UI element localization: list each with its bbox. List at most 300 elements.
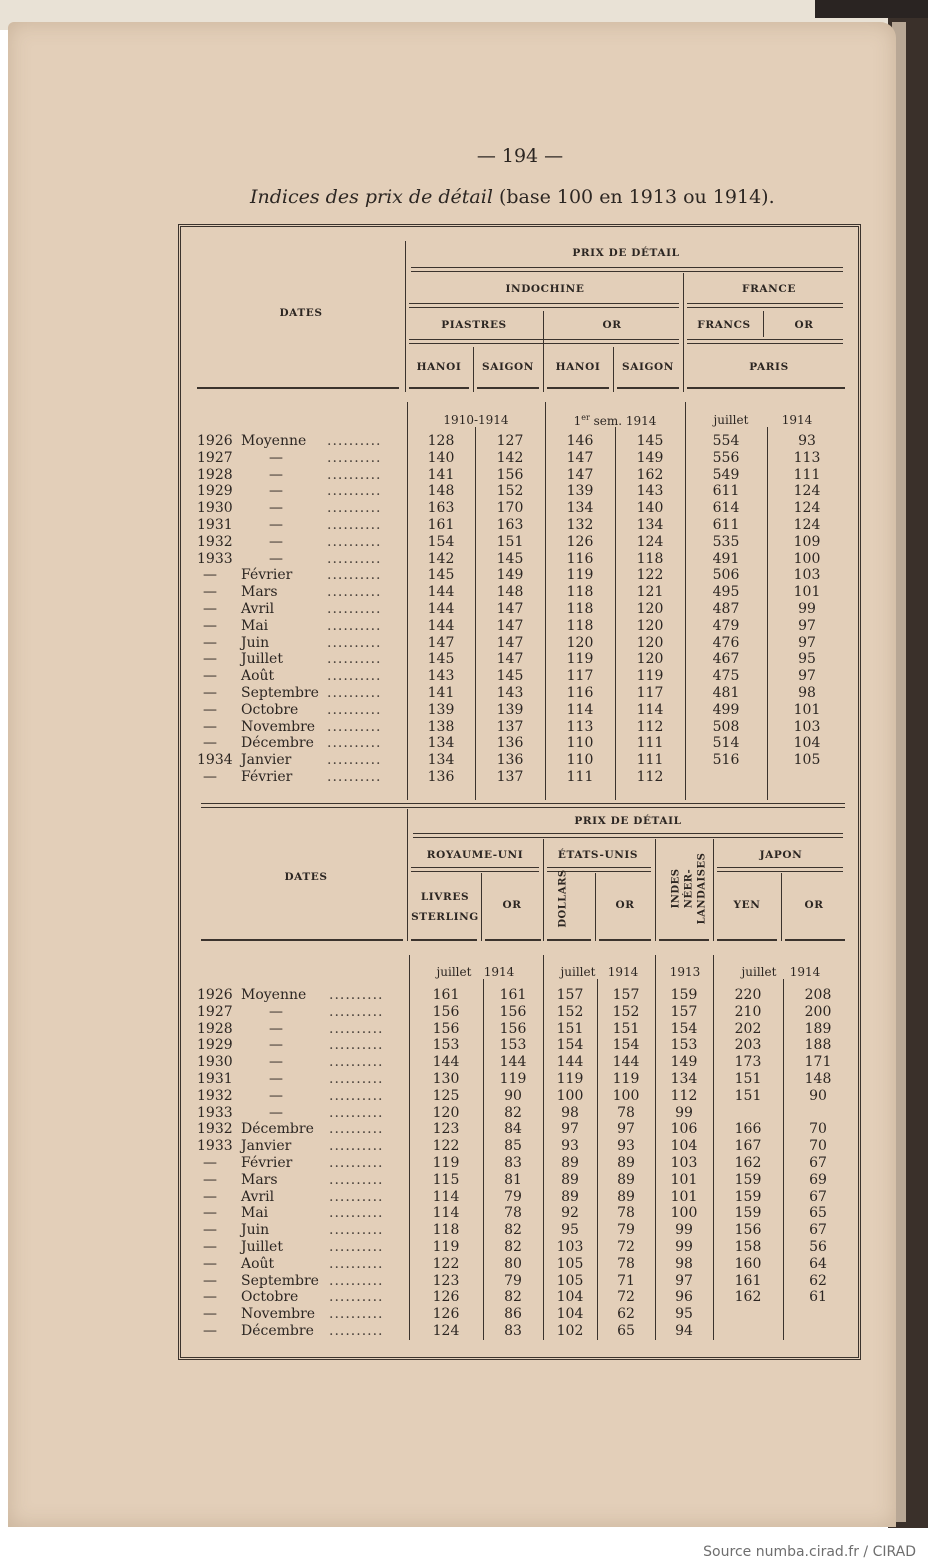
row-value: 72 (617, 1289, 635, 1306)
row-value: 202 (734, 1020, 762, 1037)
row-value: 71 (617, 1272, 635, 1289)
row-value: 506 (712, 567, 740, 584)
row-value: 147 (566, 449, 594, 466)
t1-or-b: OR (794, 319, 814, 331)
row-value: 67 (809, 1188, 827, 1205)
row-value: 549 (712, 466, 740, 483)
row-year: 1930 (197, 1054, 233, 1071)
t2-yen: YEN (733, 899, 761, 911)
t2-vline (713, 839, 714, 941)
row-year: — (203, 651, 217, 668)
row-value: 61 (809, 1289, 827, 1306)
row-value: 103 (793, 567, 821, 584)
row-value: 476 (712, 634, 740, 651)
row-value: 156 (432, 1003, 460, 1020)
row-value: 103 (670, 1155, 698, 1171)
row-value: 148 (496, 584, 524, 601)
t1-rule (409, 339, 679, 344)
t1-group-header: PRIX DE DÉTAIL (572, 247, 680, 259)
table-row (181, 551, 858, 568)
row-value: 127 (496, 433, 524, 449)
row-value: 139 (427, 701, 455, 718)
row-value: 145 (636, 433, 664, 449)
row-label: Février (241, 1155, 293, 1171)
leader-dots: .......... (327, 752, 382, 769)
row-value: 137 (496, 718, 524, 735)
t1-base-piastres: 1910-1914 (443, 413, 509, 427)
t1-vline (473, 347, 474, 392)
t2-rule (411, 939, 477, 941)
row-value: 144 (612, 1054, 640, 1071)
leader-dots: .......... (329, 1222, 384, 1239)
t1-paris: PARIS (749, 361, 789, 373)
row-value: 161 (734, 1272, 762, 1289)
table-row (181, 1105, 858, 1122)
t2-royaume-uni: ROYAUME-UNI (426, 849, 524, 861)
row-value: 220 (734, 987, 762, 1003)
table-row (181, 1172, 858, 1189)
row-value: 167 (734, 1138, 762, 1155)
row-year: — (203, 567, 217, 584)
row-value: 200 (804, 1003, 832, 1020)
row-value: 162 (636, 466, 664, 483)
t2-rule (201, 939, 403, 941)
row-value: 163 (427, 500, 455, 517)
t1-vline (613, 347, 614, 392)
table-row (181, 601, 858, 618)
row-year: 1932 (197, 1087, 233, 1104)
t2-rule (411, 867, 539, 872)
t1-rule (687, 339, 843, 344)
t2-indes-3: LANDAISES (696, 852, 708, 925)
row-value: 56 (809, 1239, 827, 1255)
t2-vline (481, 873, 482, 941)
row-value: 95 (798, 651, 816, 668)
t1-base-france-a: juillet (713, 413, 749, 427)
table-row (181, 752, 858, 769)
leader-dots: .......... (327, 466, 382, 483)
row-value: 139 (496, 701, 524, 718)
table-row (181, 769, 858, 786)
row-value: 105 (556, 1272, 584, 1289)
row-year: 1928 (197, 1020, 233, 1037)
row-value: 137 (496, 769, 524, 785)
t2-or-3: OR (804, 899, 824, 911)
table-row (181, 1004, 858, 1021)
row-value: 62 (809, 1272, 827, 1289)
row-year: 1934 (197, 752, 233, 769)
row-value: 147 (496, 601, 524, 617)
leader-dots: .......... (327, 668, 382, 685)
row-year: 1933 (197, 1138, 233, 1155)
row-value: 95 (675, 1306, 693, 1323)
row-year: — (203, 1272, 217, 1289)
row-value: 145 (427, 651, 455, 668)
row-value: 112 (670, 1087, 698, 1104)
t1-indochine: INDOCHINE (505, 283, 585, 295)
leader-dots: .......... (329, 1289, 384, 1306)
row-value: 86 (504, 1306, 522, 1323)
row-value: 144 (499, 1054, 527, 1071)
leader-dots: .......... (329, 1171, 384, 1188)
row-label: Moyenne (241, 433, 307, 449)
row-value: 157 (670, 1003, 698, 1020)
row-year: 1929 (197, 483, 233, 500)
leader-dots: .......... (329, 1071, 384, 1087)
t2-rule (717, 867, 843, 872)
row-value: 84 (504, 1121, 522, 1138)
row-year: — (203, 601, 217, 617)
row-value: 93 (617, 1138, 635, 1155)
table-row (181, 668, 858, 685)
row-value: 106 (670, 1121, 698, 1138)
row-value: 163 (496, 517, 524, 533)
row-value: 148 (427, 483, 455, 500)
t2-rule (785, 939, 845, 941)
row-year: 1931 (197, 517, 233, 533)
t1-france: FRANCE (742, 283, 796, 295)
row-value: 146 (566, 433, 594, 449)
row-value: 147 (496, 651, 524, 668)
row-value: 124 (432, 1323, 460, 1339)
row-label: — (269, 1054, 283, 1071)
row-year: — (203, 1171, 217, 1188)
table-row (181, 1273, 858, 1290)
t2-rule (547, 939, 591, 941)
t1-hanoi-2: HANOI (555, 361, 601, 373)
row-value: 105 (793, 752, 821, 769)
t1-or-a: OR (602, 319, 622, 331)
table-row (181, 651, 858, 668)
row-year: — (203, 735, 217, 752)
row-value: 92 (561, 1205, 579, 1222)
row-value: 90 (809, 1087, 827, 1104)
row-value: 126 (432, 1306, 460, 1323)
row-value: 78 (617, 1255, 635, 1272)
table-row (181, 1222, 858, 1239)
table-row (181, 433, 858, 450)
row-value: 161 (432, 987, 460, 1003)
caption-italic: Indices des prix de détail (250, 186, 493, 208)
leader-dots: .......... (329, 1121, 384, 1138)
row-value: 94 (675, 1323, 693, 1339)
row-year: 1931 (197, 1071, 233, 1087)
row-value: 99 (675, 1239, 693, 1255)
t2-rule (599, 939, 651, 941)
table-row (181, 1121, 858, 1138)
row-value: 124 (793, 500, 821, 517)
row-value: 141 (427, 685, 455, 701)
row-value: 147 (427, 634, 455, 651)
row-value: 101 (670, 1188, 698, 1205)
table-row (181, 719, 858, 736)
row-value: 97 (561, 1121, 579, 1138)
leader-dots: .......... (329, 1003, 384, 1020)
row-year: — (203, 1222, 217, 1239)
row-value: 118 (566, 617, 594, 634)
table-separator (201, 803, 845, 808)
table-row (181, 1071, 858, 1088)
t1-rule (617, 387, 679, 389)
leader-dots: .......... (329, 1239, 384, 1255)
leader-dots: .......... (327, 617, 382, 634)
table-row (181, 500, 858, 517)
row-year: — (203, 1155, 217, 1171)
row-value: 78 (504, 1205, 522, 1222)
row-label: Octobre (241, 1289, 299, 1306)
row-value: 110 (566, 752, 594, 769)
row-value: 67 (809, 1155, 827, 1171)
row-value: 139 (566, 483, 594, 500)
row-value: 78 (617, 1104, 635, 1121)
t1-hanoi-1: HANOI (416, 361, 462, 373)
row-value: 97 (617, 1121, 635, 1138)
t2-base-jp-b: 1914 (789, 965, 821, 979)
row-year: — (203, 1323, 217, 1339)
t2-base-jp-a: juillet (741, 965, 777, 979)
row-value: 100 (556, 1087, 584, 1104)
table-row (181, 1205, 858, 1222)
row-value: 119 (612, 1071, 640, 1087)
row-value: 144 (427, 584, 455, 601)
t2-rule (485, 939, 541, 941)
row-value: 89 (617, 1188, 635, 1205)
row-label: Septembre (241, 685, 319, 701)
row-value: 126 (566, 533, 594, 550)
row-value: 83 (504, 1323, 522, 1339)
t2-rule (413, 833, 843, 838)
row-year: 1927 (197, 1003, 233, 1020)
row-label: Mars (241, 1171, 278, 1188)
row-label: — (269, 1104, 283, 1121)
row-year: 1926 (197, 987, 233, 1003)
row-value: 487 (712, 601, 740, 617)
leader-dots: .......... (327, 584, 382, 601)
row-value: 93 (561, 1138, 579, 1155)
row-label: — (269, 483, 283, 500)
row-value: 134 (427, 735, 455, 752)
row-value: 69 (809, 1171, 827, 1188)
t2-or-1: OR (502, 899, 522, 911)
t1-rule (411, 267, 843, 272)
row-value: 113 (793, 449, 821, 466)
leader-dots: .......... (329, 1205, 384, 1222)
row-value: 72 (617, 1239, 635, 1255)
row-value: 611 (712, 483, 740, 500)
row-value: 151 (496, 533, 524, 550)
row-year: 1929 (197, 1037, 233, 1054)
leader-dots: .......... (327, 550, 382, 567)
row-value: 154 (556, 1037, 584, 1054)
row-value: 89 (561, 1155, 579, 1171)
row-value: 97 (798, 617, 816, 634)
leader-dots: .......... (329, 1155, 384, 1171)
row-value: 116 (566, 685, 594, 701)
row-value: 64 (809, 1255, 827, 1272)
row-value: 158 (734, 1239, 762, 1255)
row-value: 95 (561, 1222, 579, 1239)
leader-dots: .......... (329, 1020, 384, 1037)
row-value: 103 (556, 1239, 584, 1255)
row-year: 1926 (197, 433, 233, 449)
row-value: 153 (670, 1037, 698, 1054)
row-label: — (269, 1037, 283, 1054)
row-value: 134 (427, 752, 455, 769)
row-year: — (203, 1306, 217, 1323)
leader-dots: .......... (329, 1138, 384, 1155)
t1-rule (687, 387, 845, 389)
row-value: 82 (504, 1239, 522, 1255)
row-value: 119 (566, 567, 594, 584)
row-value: 104 (793, 735, 821, 752)
row-value: 89 (561, 1171, 579, 1188)
row-value: 83 (504, 1155, 522, 1171)
row-label: Mai (241, 1205, 269, 1222)
row-value: 122 (432, 1138, 460, 1155)
row-value: 104 (670, 1138, 698, 1155)
row-year: 1933 (197, 1104, 233, 1121)
row-label: Novembre (241, 718, 316, 735)
t2-group-header: PRIX DE DÉTAIL (574, 815, 682, 827)
table-row (181, 1289, 858, 1306)
table-row (181, 450, 858, 467)
row-value: 140 (636, 500, 664, 517)
row-value: 152 (496, 483, 524, 500)
row-value: 124 (793, 517, 821, 533)
row-value: 89 (617, 1171, 635, 1188)
row-year: 1932 (197, 533, 233, 550)
row-value: 118 (432, 1222, 460, 1239)
row-value: 479 (712, 617, 740, 634)
row-value: 144 (556, 1054, 584, 1071)
row-value: 79 (617, 1222, 635, 1239)
table-row (181, 1138, 858, 1155)
row-value: 119 (556, 1071, 584, 1087)
row-value: 154 (670, 1020, 698, 1037)
row-value: 134 (636, 517, 664, 533)
table-row (181, 735, 858, 752)
table-row (181, 702, 858, 719)
leader-dots: .......... (327, 651, 382, 668)
row-label: — (269, 517, 283, 533)
row-year: 1928 (197, 466, 233, 483)
leader-dots: .......... (329, 1087, 384, 1104)
row-label: — (269, 1020, 283, 1037)
row-value: 119 (566, 651, 594, 668)
row-value: 153 (432, 1037, 460, 1054)
row-value: 118 (566, 584, 594, 601)
row-value: 99 (798, 601, 816, 617)
t2-vline (543, 839, 544, 941)
row-value: 138 (427, 718, 455, 735)
row-value: 481 (712, 685, 740, 701)
row-value: 151 (556, 1020, 584, 1037)
leader-dots: .......... (327, 769, 382, 785)
t2-dollars: DOLLARS (557, 869, 569, 928)
row-label: Février (241, 769, 293, 785)
row-value: 82 (504, 1222, 522, 1239)
leader-dots: .......... (329, 1323, 384, 1339)
table-row (181, 467, 858, 484)
row-value: 171 (804, 1054, 832, 1071)
t2-rule (717, 939, 777, 941)
t1-base-or (545, 413, 685, 428)
t2-or-2: OR (615, 899, 635, 911)
row-value: 145 (496, 550, 524, 567)
row-year: — (203, 701, 217, 718)
leader-dots: .......... (329, 1037, 384, 1054)
table-row (181, 584, 858, 601)
row-value: 126 (432, 1289, 460, 1306)
row-year: — (203, 769, 217, 785)
row-value: 159 (670, 987, 698, 1003)
row-value: 120 (432, 1104, 460, 1121)
row-label: — (269, 500, 283, 517)
row-value: 124 (636, 533, 664, 550)
t2-livres: LIVRES (420, 891, 470, 903)
row-year: 1933 (197, 550, 233, 567)
source-credit: Source numba.cirad.fr / CIRAD (703, 1544, 916, 1560)
row-value: 151 (734, 1071, 762, 1087)
row-value: 109 (793, 533, 821, 550)
row-value: 147 (496, 617, 524, 634)
leader-dots: .......... (329, 1306, 384, 1323)
table-row (181, 1239, 858, 1256)
row-value: 142 (496, 449, 524, 466)
row-label: Octobre (241, 701, 299, 718)
table-row (181, 987, 858, 1004)
row-value: 112 (636, 718, 664, 735)
t1-rule (547, 387, 609, 389)
row-value: 495 (712, 584, 740, 601)
row-value: 114 (432, 1188, 460, 1205)
row-value: 97 (798, 668, 816, 685)
row-value: 147 (496, 634, 524, 651)
row-value: 142 (427, 550, 455, 567)
leader-dots: .......... (327, 517, 382, 533)
row-value: 156 (734, 1222, 762, 1239)
row-value: 144 (432, 1054, 460, 1071)
row-value: 114 (432, 1205, 460, 1222)
t2-rule (659, 939, 709, 941)
t1-rule (687, 303, 843, 308)
row-label: — (269, 1003, 283, 1020)
row-value: 104 (556, 1289, 584, 1306)
row-value: 122 (432, 1255, 460, 1272)
t1-francs: FRANCS (697, 319, 751, 331)
row-value: 113 (566, 718, 594, 735)
t2-vline (781, 873, 782, 941)
row-year: — (203, 584, 217, 601)
row-value: 123 (432, 1272, 460, 1289)
row-value: 99 (675, 1222, 693, 1239)
leader-dots: .......... (329, 1188, 384, 1205)
leader-dots: .......... (329, 1054, 384, 1071)
row-label: Juillet (241, 1239, 283, 1255)
t1-rule (197, 387, 399, 389)
caption-rest: (base 100 en 1913 ou 1914). (492, 186, 775, 208)
row-value: 119 (432, 1155, 460, 1171)
row-label: Février (241, 567, 293, 584)
row-value: 65 (809, 1205, 827, 1222)
row-value: 136 (496, 752, 524, 769)
row-value: 120 (636, 601, 664, 617)
row-value: 149 (670, 1054, 698, 1071)
row-value: 203 (734, 1037, 762, 1054)
row-label: Moyenne (241, 987, 307, 1003)
row-value: 79 (504, 1272, 522, 1289)
row-value: 98 (561, 1104, 579, 1121)
